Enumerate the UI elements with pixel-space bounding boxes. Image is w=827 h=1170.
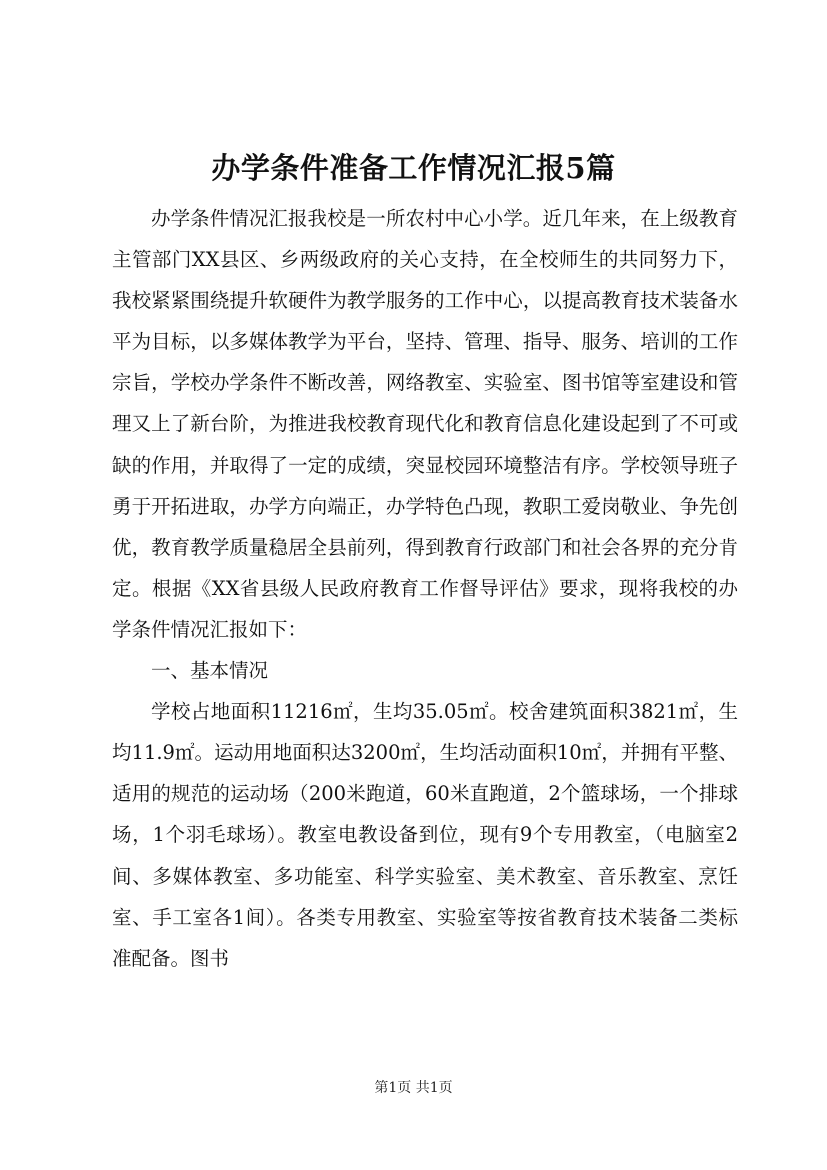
document-body: [112, 198, 738, 979]
intro-paragraph: 办学条件情况汇报我校是一所农村中心小学。近几年来，在上级教育主管部门XX县区、乡两级政府的关心支持，在全校师生的共同努力下，我校紧紧围绕提升软硬件为教学服务的工作中心，以提高教育技术装备水平为目标，以多媒体教学为平台，坚持、管理、指导、服务、培训的工作宗旨，学校办学条件不断改善，网络教室、实验室、图书馆等室建设和管理又上了新台阶，为推进我校教育现代化和教育信息化建设起到了不可或缺的作用，并取得了一定的成绩，突显校园环境整洁有序。学校领导班子勇于开拓进取，办学方向端正，办学特色凸现，教职工爱岗敬业、争先创优，教育教学质量稳居全县前列，得到教育行政部门和社会各界的充分肯定。根据《XX省县级人民政府教育工作督导评估》要求，现将我校的办学条件情况汇报如下：: [112, 207, 738, 641]
section-heading-basic-info: 一、基本情况: [151, 659, 269, 683]
document-title: 办学条件准备工作情况汇报5篇: [211, 151, 616, 185]
page-footer: 第1页 共1页: [374, 1080, 453, 1096]
basic-info-paragraph: 学校占地面积11216㎡，生均35.05㎡。校舍建筑面积3821㎡，生均11.9㎡。运动用地面积达3200㎡，生均活动面积10㎡，并拥有平整、适用的规范的运动场（200米跑道，60米直跑道，2个篮球场，一个排球场，1个羽毛球场）。教室电教设备到位，现有9个专用教室，（电脑室2间、多媒体教室、多功能室、科学实验室、美术教室、音乐教室、烹饪室、手工室各1间）。各类专用教室、实验室等按省教育技术装备二类标准配备。图书: [112, 700, 738, 970]
